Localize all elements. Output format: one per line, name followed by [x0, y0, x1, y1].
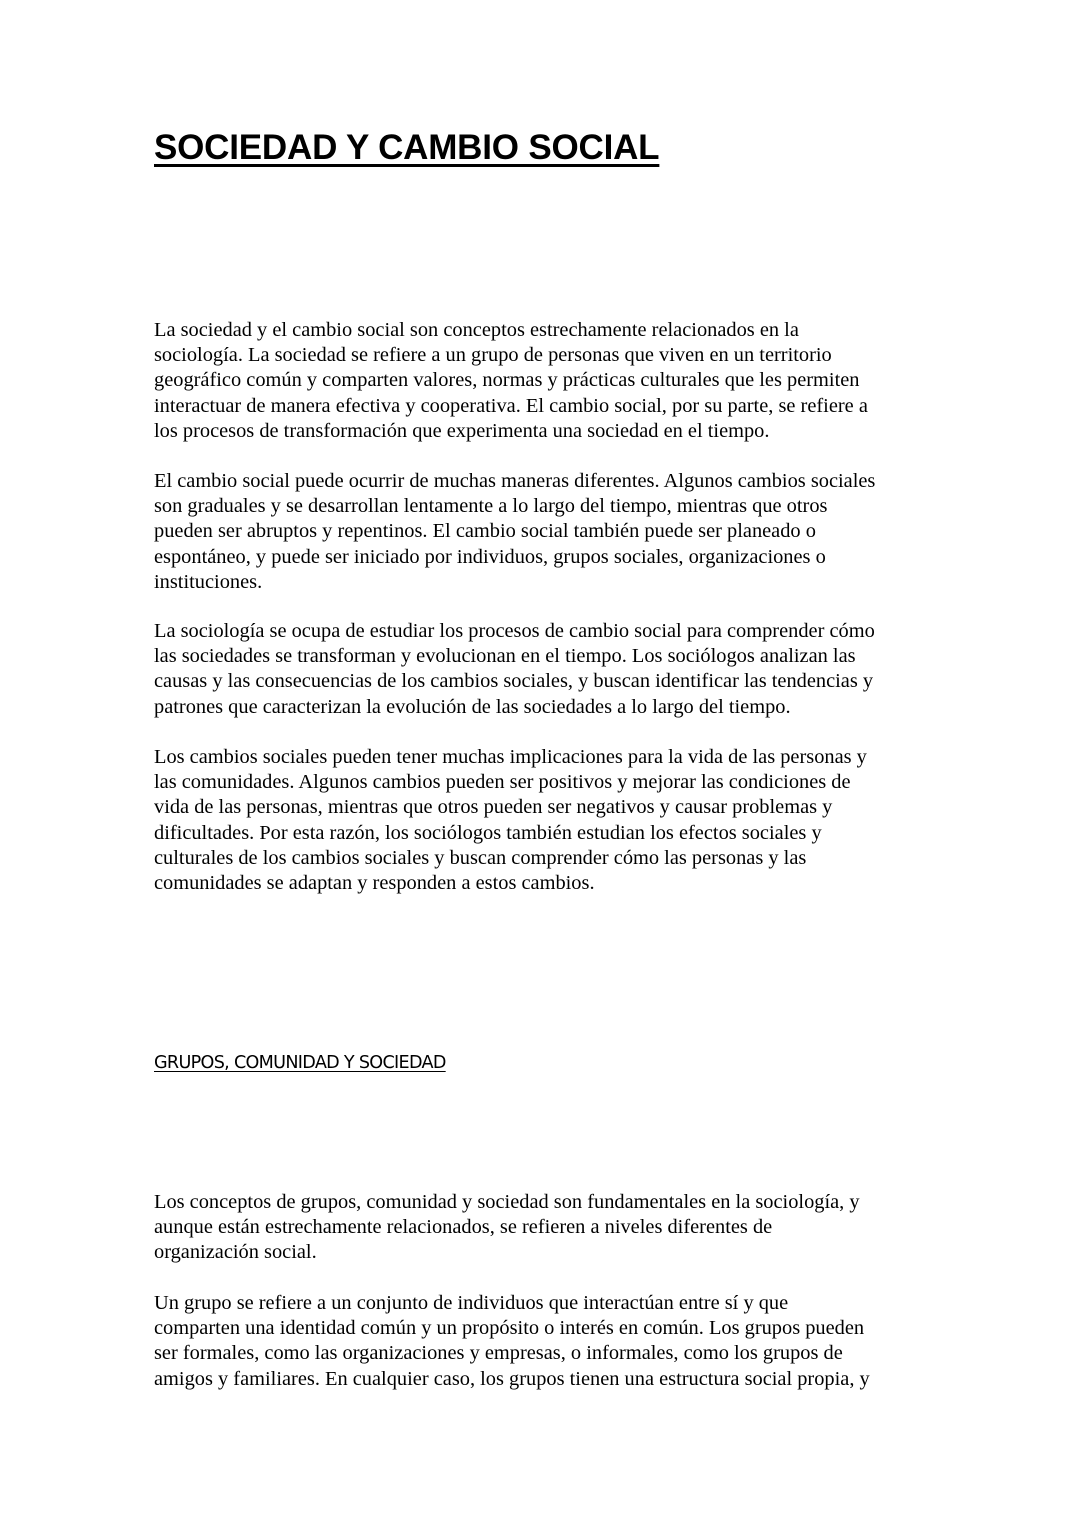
paragraph-line: instituciones. — [154, 570, 263, 593]
paragraph-line: vida de las personas, mientras que otros pueden ser negativos y causar problemas y — [154, 796, 833, 819]
paragraph-line: los procesos de transformación que experimenta una sociedad en el tiempo. — [154, 419, 770, 442]
paragraph-line: Los cambios sociales pueden tener muchas implicaciones para la vida de las personas y — [154, 746, 867, 768]
paragraph-line: las comunidades. Algunos cambios pueden ser positivos y mejorar las condiciones de — [154, 771, 851, 794]
paragraph-line: ser formales, como las organizaciones y empresas, o informales, como los grupos de — [154, 1342, 843, 1365]
section-heading: GRUPOS, COMUNIDAD Y SOCIEDAD — [154, 1053, 446, 1073]
paragraph-line: las sociedades se transforman y evolucionan en el tiempo. Los sociólogos analizan las — [154, 645, 856, 668]
paragraph — [154, 318, 954, 444]
paragraph — [154, 619, 954, 720]
paragraph-line: geográfico común y comparten valores, normas y prácticas culturales que les permiten — [154, 369, 860, 392]
paragraph-line: amigos y familiares. En cualquier caso, los grupos tienen una estructura social propia, y — [154, 1367, 870, 1390]
paragraph-line: causas y las consecuencias de los cambios sociales, y buscan identificar las tendencias y — [154, 670, 874, 693]
paragraph-line: aunque están estrechamente relacionados, se refieren a niveles diferentes de — [154, 1216, 773, 1239]
document-title: SOCIEDAD Y CAMBIO SOCIAL — [154, 128, 660, 167]
paragraph-line: interactuar de manera efectiva y cooperativa. El cambio social, por su parte, se refiere a — [154, 394, 868, 417]
paragraph-line: espontáneo, y puede ser iniciado por individuos, grupos sociales, organizaciones o — [154, 545, 826, 568]
paragraph-line: La sociedad y el cambio social son conceptos estrechamente relacionados en la — [154, 319, 799, 341]
paragraph — [154, 469, 954, 595]
paragraph — [154, 1190, 954, 1266]
paragraph-line: comunidades se adaptan y responden a estos cambios. — [154, 872, 595, 895]
paragraph-line: son graduales y se desarrollan lentamente a lo largo del tiempo, mientras que otros — [154, 495, 828, 518]
paragraph-line: comparten una identidad común y un propósito o interés en común. Los grupos pueden — [154, 1317, 865, 1340]
paragraph-line: dificultades. Por esta razón, los sociólogos también estudian los efectos sociales y — [154, 821, 822, 844]
paragraph-line: El cambio social puede ocurrir de muchas maneras diferentes. Algunos cambios sociales — [154, 470, 876, 492]
paragraph-line: pueden ser abruptos y repentinos. El cambio social también puede ser planeado o — [154, 520, 816, 543]
paragraph-line: culturales de los cambios sociales y buscan comprender cómo las personas y las — [154, 846, 807, 869]
paragraph — [154, 745, 954, 896]
paragraph-line: Un grupo se refiere a un conjunto de individuos que interactúan entre sí y que — [154, 1292, 789, 1314]
paragraph-line: patrones que caracterizan la evolución de las sociedades a lo largo del tiempo. — [154, 695, 791, 718]
paragraph-line: La sociología se ocupa de estudiar los procesos de cambio social para comprender cómo — [154, 620, 875, 642]
paragraph-line: Los conceptos de grupos, comunidad y sociedad son fundamentales en la sociología, y — [154, 1191, 860, 1213]
paragraph-line: sociología. La sociedad se refiere a un grupo de personas que viven en un territorio — [154, 344, 832, 367]
paragraph — [154, 1291, 954, 1392]
paragraph-line: organización social. — [154, 1241, 317, 1264]
